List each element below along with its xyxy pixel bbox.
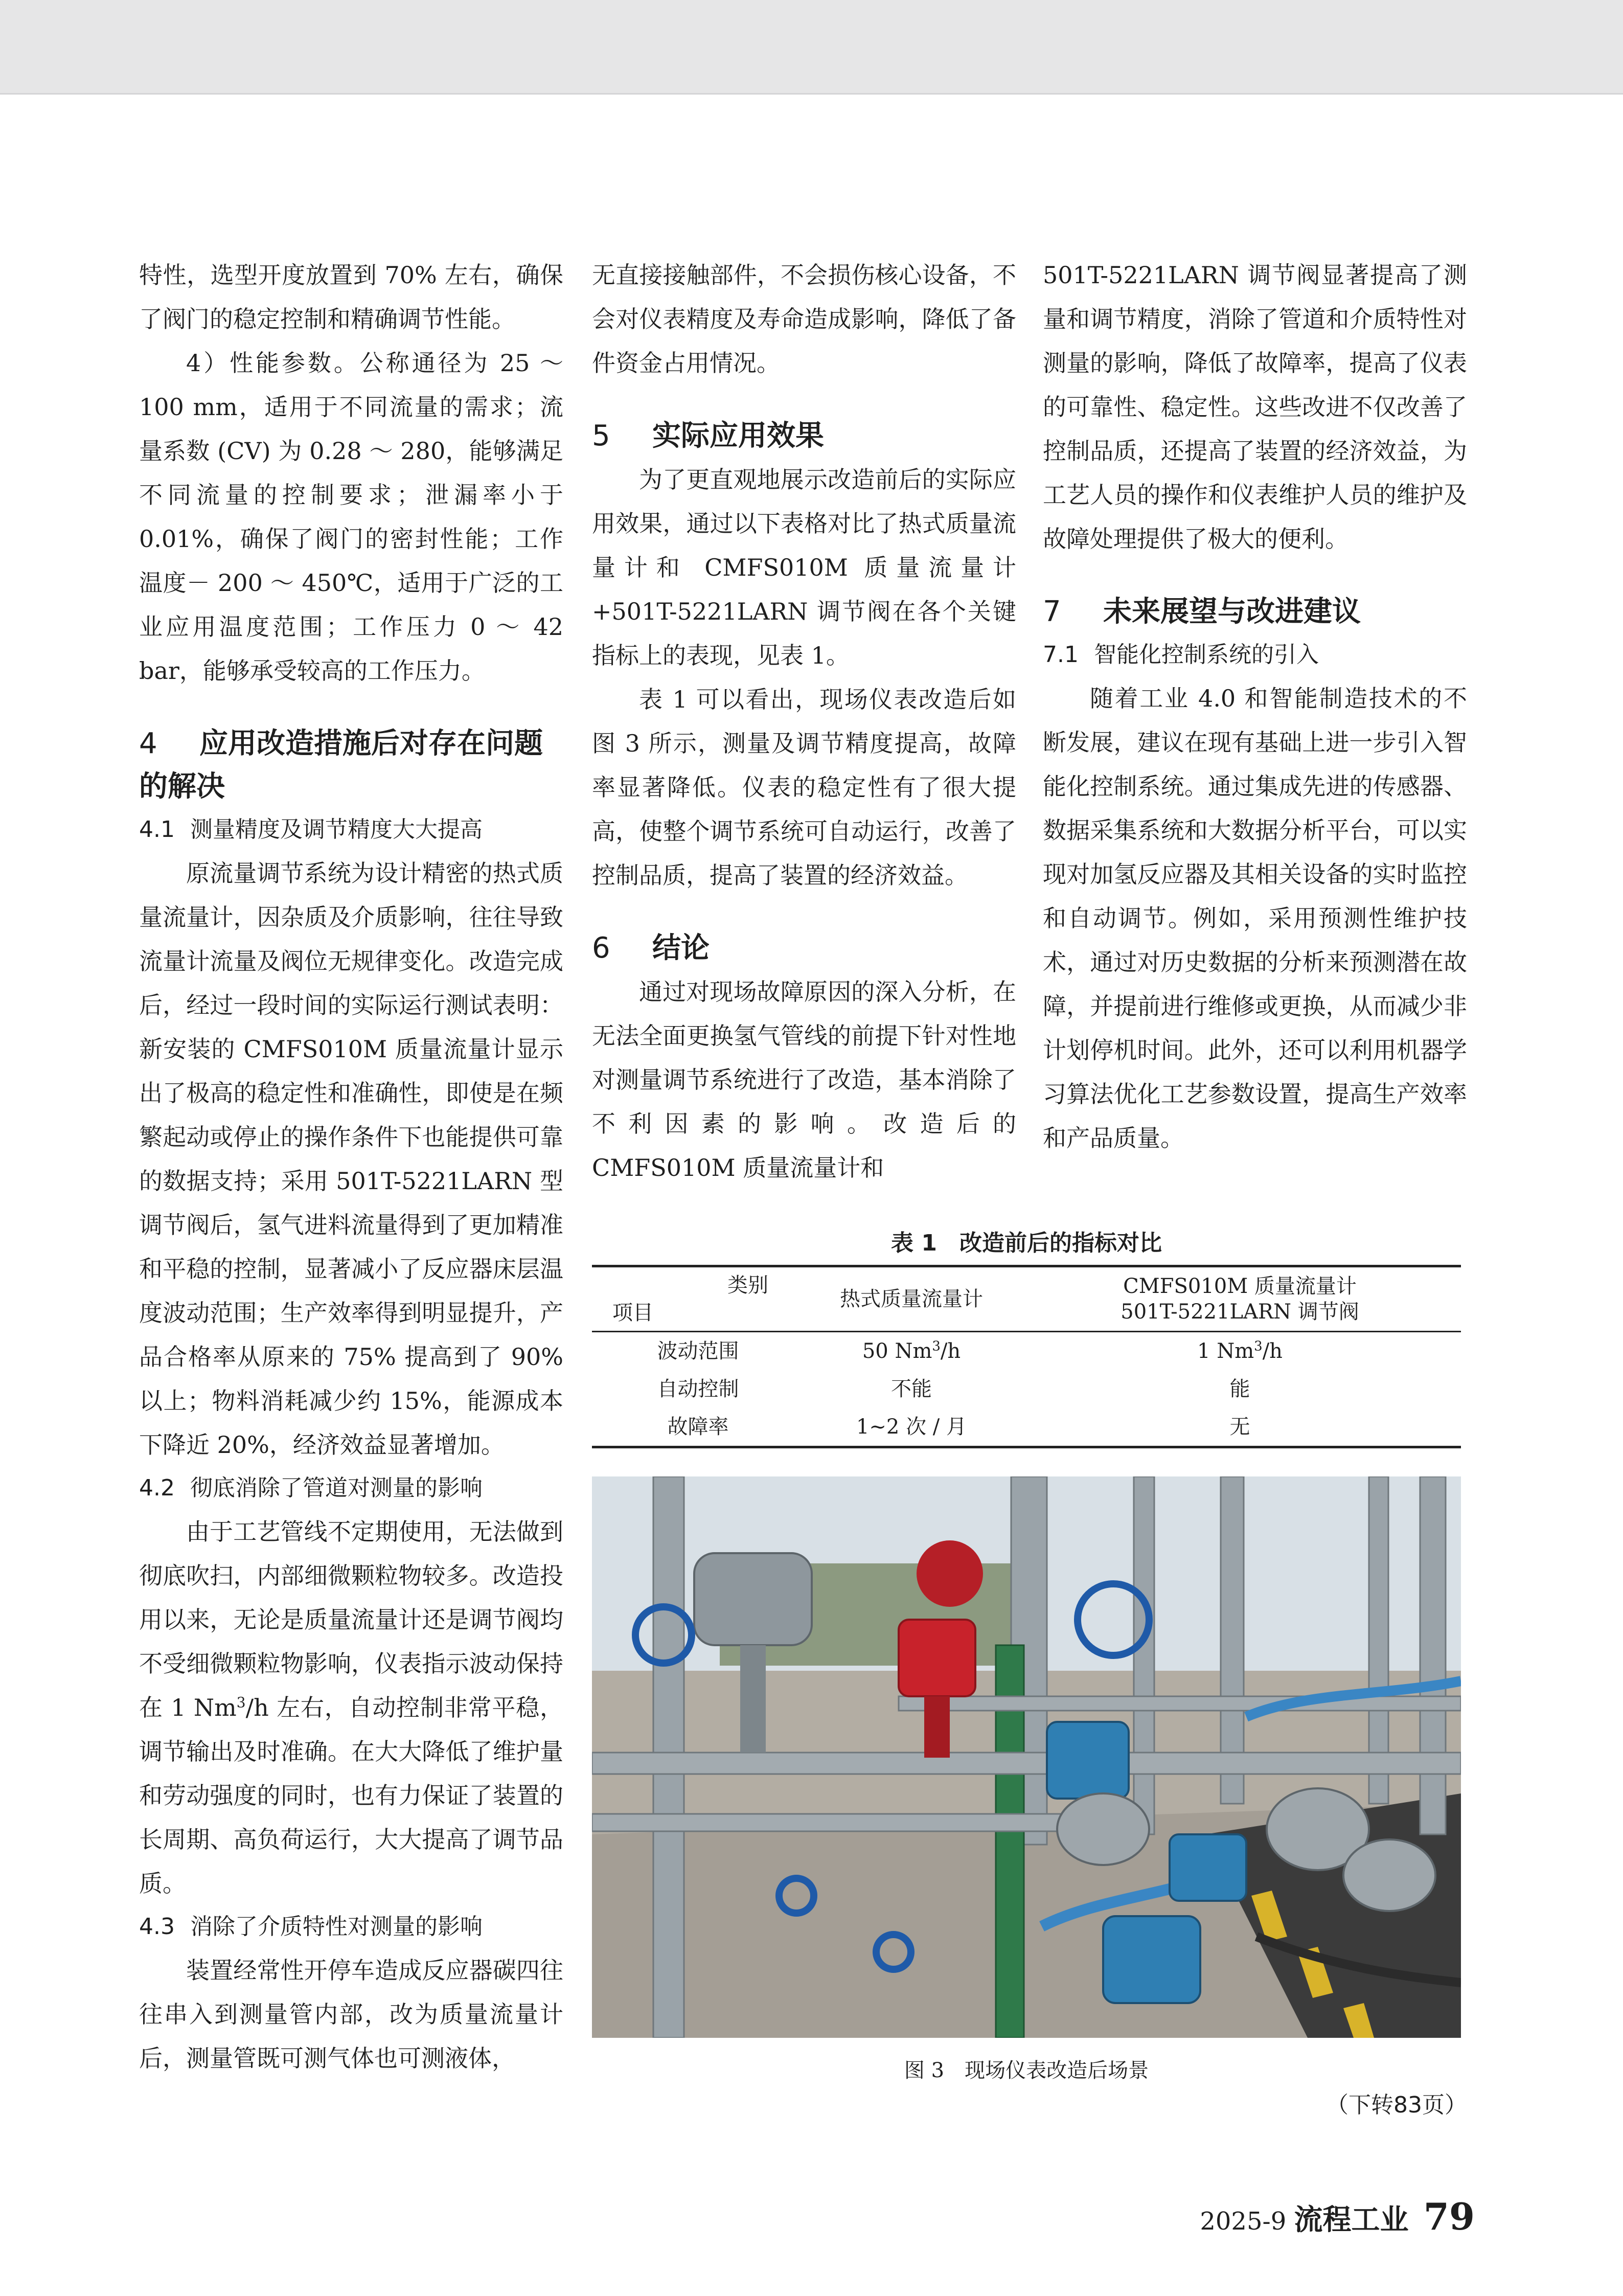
header-band bbox=[0, 0, 1623, 95]
issue-number: 2025-9 bbox=[1200, 2207, 1287, 2236]
table-1 bbox=[592, 1222, 1461, 1448]
paragraph: 4）性能参数。公称通径为 25 ～ 100 mm，适用于不同流量的需求；流量系数 (CV) 为 0.28 ～ 280，能够满足不同流量的控制要求；泄漏率小于 0.01%，确保了阀门的密封性能；工作温度－ 200 ～ 450℃，适用于广泛的工业应用温度范围；工作压力 0 ～ 42 bar，能够承受较高的工作压力。 bbox=[139, 349, 563, 685]
paragraph: 由于工艺管线不定期使用，无法做到彻底吹扫，内部细微颗粒物较多。改造投用以来，无论是质量流量计还是调节阀均不受细微颗粒物影响，仪表指示波动保持在 1 Nm$^3$/h 左右，自动控制非常平稳，调节输出及时准确。在大大降低了维护量和劳动强度的同时，也有力保证了装置的长周期、高负荷运行，大大提高了调节品质。 bbox=[139, 1518, 563, 1897]
table-row: 波动范围 50 Nm$^3$/h 1 Nm$^3$/h bbox=[657, 1338, 1283, 1363]
column-1 bbox=[139, 253, 563, 2080]
table-title: 表 1 改造前后的指标对比 bbox=[891, 1230, 1162, 1256]
page-number: 79 bbox=[1423, 2195, 1475, 2238]
column-2 bbox=[592, 253, 1016, 1190]
section-heading-6: 6 结论 bbox=[592, 931, 710, 965]
section-heading-5: 5 实际应用效果 bbox=[592, 419, 824, 452]
paragraph: 通过对现场故障原因的深入分析，在无法全面更换氢气管线的前提下针对性地对测量调节系统进行了改造，基本消除了不利因素的影响。改造后的 CMFS010M 质量流量计和 bbox=[592, 978, 1016, 1181]
paragraph: 501T-5221LARN 调节阀显著提高了测量和调节精度，消除了管道和介质特性对测量的影响，降低了故障率，提高了仪表的可靠性、稳定性。这些改进不仅改善了控制品质，还提高了装置的经济效益，为工艺人员的操作和仪表维护人员的维护及故障处理提供了极大的便利。 bbox=[1043, 261, 1467, 553]
paragraph: 无直接接触部件，不会损伤核心设备，不会对仪表精度及寿命造成影响，降低了备件资金占用情况。 bbox=[592, 261, 1016, 377]
paragraph: 为了更直观地展示改造前后的实际应用效果，通过以下表格对比了热式质量流量计和 CMFS010M 质量流量计 +501T-5221LARN 调节阀在各个关键指标上的表现，见表 1。 bbox=[592, 466, 1016, 669]
table-row: 自动控制 不能 能 bbox=[657, 1377, 1250, 1401]
paragraph: 随着工业 4.0 和智能制造技术的不断发展，建议在现有基础上进一步引入智能化控制系统。通过集成先进的传感器、数据采集系统和大数据分析平台，可以实现对加氢反应器及其相关设备的实时监控和自动调节。例如，采用预测性维护技术，通过对历史数据的分析来预测潜在故障，并提前进行维修或更换，从而减少非计划停机时间。此外，还可以利用机器学习算法优化工艺参数设置，提高生产效率和产品质量。 bbox=[1043, 685, 1467, 1152]
continued-note: （下转83页） bbox=[1326, 2092, 1467, 2118]
subsection-heading-4-3: 4.3 消除了介质特性对测量的影响 bbox=[139, 1914, 483, 1940]
paragraph: 特性，选型开度放置到 70% 左右，确保了阀门的稳定控制和精确调节性能。 bbox=[139, 261, 563, 333]
subsection-heading-4-2: 4.2 彻底消除了管道对测量的影响 bbox=[139, 1475, 483, 1501]
paragraph: 原流量调节系统为设计精密的热式质量流量计，因杂质及介质影响，往往导致流量计流量及阀位无规律变化。改造完成后，经过一段时间的实际运行测试表明：新安装的 CMFS010M 质量流量计显示出了极高的稳定性和准确性，即使是在频繁起动或停止的操作条件下也能提供可靠的数据支持；采用 501T-5221LARN 型调节阀后，氢气进料流量得到了更加精准和平稳的控制，显著减小了反应器床层温度波动范围；生产效率得到明显提升，产品合格率从原来的 75% 提高到了 90% 以上；物料消耗减少约 15%，能源成本下降近 20%，经济效益显著增加。 bbox=[139, 859, 563, 1459]
paragraph: 表 1 可以看出，现场仪表改造后如图 3 所示，测量及调节精度提高，故障率显著降低。仪表的稳定性有了很大提高，使整个调节系统可自动运行，改善了控制品质，提高了装置的经济效益。 bbox=[592, 686, 1016, 889]
table-header-new: CMFS010M 质量流量计 501T-5221LARN 调节阀 bbox=[1121, 1275, 1359, 1324]
section-heading-4: 4 应用改造措施后对存在问题的解决 bbox=[139, 727, 543, 803]
journal-name: 流程工业 bbox=[1294, 2203, 1409, 2237]
figure-caption: 图 3 现场仪表改造后场景 bbox=[904, 2059, 1149, 2082]
section-heading-7: 7 未来展望与改进建议 bbox=[1043, 595, 1361, 628]
page-footer bbox=[1200, 2196, 1475, 2237]
site-photo-illustration bbox=[592, 1476, 1461, 2038]
column-3 bbox=[1043, 253, 1467, 1160]
table-corner-header: 类别 项目 bbox=[612, 1274, 768, 1325]
figure-3-photo bbox=[592, 1476, 1461, 2038]
table-row: 故障率 1~2 次 / 月 无 bbox=[592, 1408, 1461, 1447]
subsection-heading-7-1: 7.1 智能化控制系统的引入 bbox=[1043, 642, 1319, 668]
paragraph: 装置经常性开停车造成反应器碳四往往串入到测量管内部，改为质量流量计后，测量管既可测气体也可测液体， bbox=[139, 1957, 563, 2072]
subsection-heading-4-1: 4.1 测量精度及调节精度大大提高 bbox=[139, 816, 483, 843]
comparison-table bbox=[592, 1265, 1461, 1448]
table-header-row bbox=[592, 1266, 1461, 1332]
table-header-thermal: 热式质量流量计 bbox=[840, 1287, 983, 1311]
